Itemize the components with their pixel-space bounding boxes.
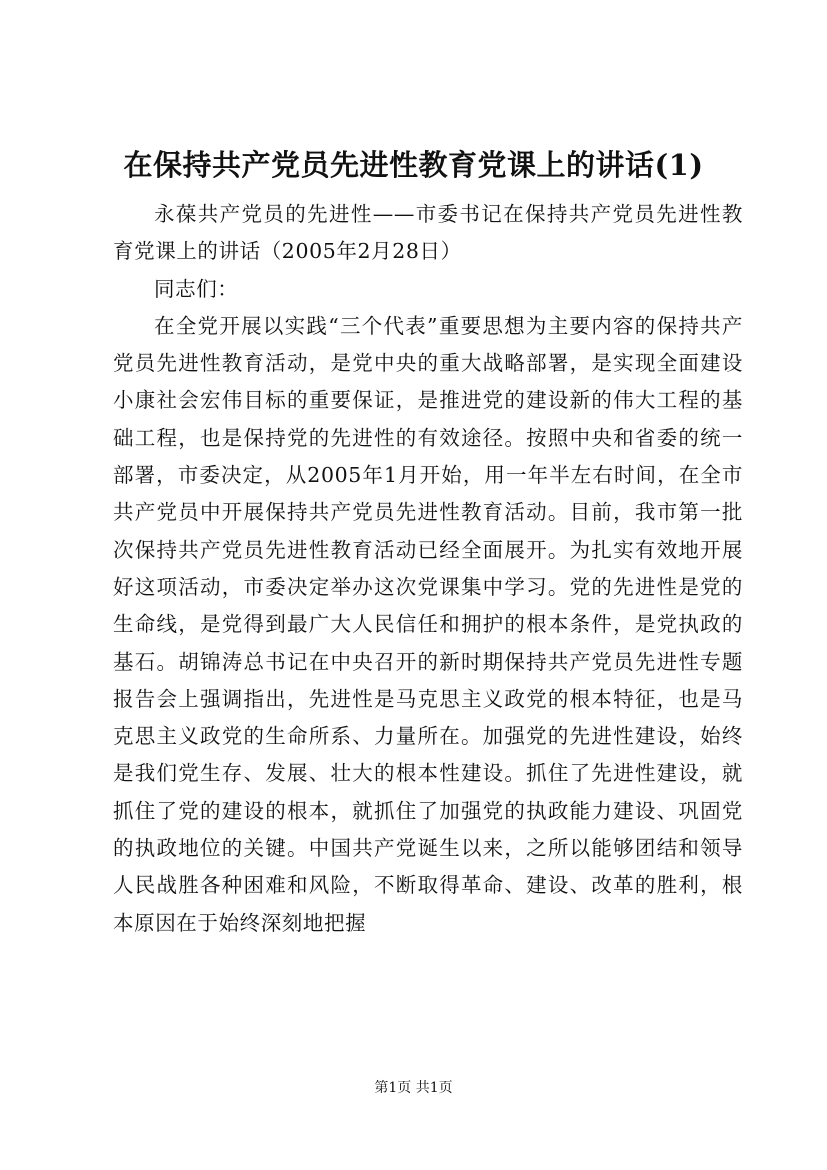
paragraph-main: 在全党开展以实践“三个代表”重要思想为主要内容的保持共产党员先进性教育活动，是党中央的重大战略部署，是实现全面建设小康社会宏伟目标的重要保证，是推进党的建设新的伟大工程的基础工程，也是保持党的先进性的有效途径。按照中央和省委的统一部署，市委决定，从2005年1月开始，用一年半左右时间，在全市共产党员中开展保持共产党员先进性教育活动。目前，我市第一批次保持共产党员先进性教育活动已经全面展开。为扎实有效地开展好这项活动，市委决定举办这次党课集中学习。党的先进性是党的生命线，是党得到最广大人民信任和拥护的根本条件，是党执政的基石。胡锦涛总书记在中央召开的新时期保持共产党员先进性专题报告会上强调指出，先进性是马克思主义政党的根本特征，也是马克思主义政党的生命所系、力量所在。加强党的先进性建设，始终是我们党生存、发展、壮大的根本性建设。抓住了先进性建设，就抓住了党的建设的根本，就抓住了加强党的执政能力建设、巩固党的执政地位的关键。中国共产党诞生以来，之所以能够团结和领导人民战胜各种困难和风险，不断取得革命、建设、改革的胜利，根本原因在于始终深刻地把握 <box>113 313 743 935</box>
document-title: 在保持共产党员先进性教育党课上的讲话(1) <box>123 148 704 182</box>
paragraph-subtitle: 永葆共产党员的先进性——市委书记在保持共产党员先进性教育党课上的讲话（2005年2月28日） <box>113 202 743 264</box>
document-body <box>113 196 743 942</box>
page-footer: 第1页 共1页 <box>374 1080 453 1096</box>
paragraph-salutation: 同志们： <box>154 276 239 301</box>
